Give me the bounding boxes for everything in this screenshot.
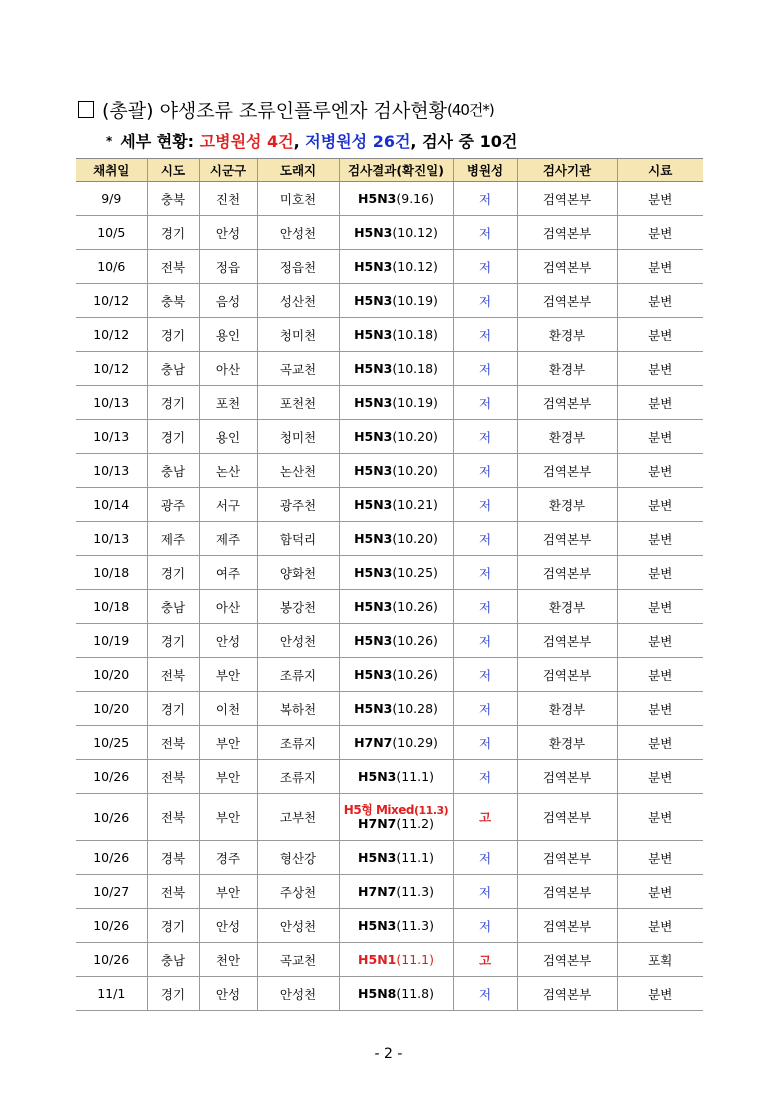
header-sample: 시료 [617,159,703,182]
cell-sample: 분변 [617,726,703,760]
cell-date: 10/14 [76,488,147,522]
cell-pathogenicity: 저 [453,216,517,250]
cell-pathogenicity: 고 [453,794,517,841]
cell-date: 10/18 [76,590,147,624]
cell-sample: 분변 [617,250,703,284]
cell-sample: 분변 [617,624,703,658]
table-row [76,522,703,556]
cell-pathogenicity: 저 [453,909,517,943]
cell-lab: 검역본부 [517,760,617,794]
cell-result [339,841,453,875]
cell-sample: 분변 [617,182,703,216]
cell-site: 양화천 [257,556,339,590]
confirm-date: (10.18) [392,361,438,376]
confirm-date: (10.19) [392,395,438,410]
cell-sample: 분변 [617,386,703,420]
cell-site: 청미천 [257,318,339,352]
confirm-date: (10.26) [392,599,438,614]
cell-date: 10/6 [76,250,147,284]
confirm-date: (9.16) [396,191,434,206]
cell-lab: 검역본부 [517,977,617,1011]
cell-date: 9/9 [76,182,147,216]
cell-sample: 분변 [617,760,703,794]
cell-result [339,216,453,250]
cell-date: 10/20 [76,692,147,726]
cell-result [339,875,453,909]
cell-date: 10/13 [76,522,147,556]
strain: H5N3 [354,361,393,376]
cell-site: 안성천 [257,624,339,658]
cell-province: 경기 [147,624,199,658]
cell-district: 정읍 [199,250,257,284]
confirm-date: (11.1) [396,769,434,784]
cell-result [339,522,453,556]
cell-pathogenicity: 저 [453,386,517,420]
cell-site: 곡교천 [257,352,339,386]
table-row [76,386,703,420]
cell-lab: 검역본부 [517,386,617,420]
cell-pathogenicity: 저 [453,488,517,522]
cell-lab: 환경부 [517,352,617,386]
confirm-date: (10.26) [392,633,438,648]
cell-lab: 검역본부 [517,909,617,943]
low-pathogenic-count: 저병원성 26건 [305,132,411,151]
table-row [76,284,703,318]
cell-pathogenicity: 저 [453,841,517,875]
strain: H7N7 [354,735,393,750]
cell-site: 논산천 [257,454,339,488]
cell-pathogenicity: 저 [453,760,517,794]
cell-lab: 검역본부 [517,284,617,318]
cell-sample: 분변 [617,875,703,909]
confirm-date-second: (11.2) [396,815,434,831]
confirm-date: (10.29) [392,735,438,750]
cell-pathogenicity: 저 [453,454,517,488]
cell-result [339,726,453,760]
strain: H5N3 [354,429,393,444]
asterisk-bullet: * [106,134,113,148]
table-row [76,318,703,352]
confirm-date: (10.26) [392,667,438,682]
cell-sample: 분변 [617,318,703,352]
confirm-date: (11.3) [396,884,434,899]
cell-sample: 분변 [617,658,703,692]
cell-lab: 검역본부 [517,624,617,658]
table-row [76,216,703,250]
cell-date: 10/13 [76,454,147,488]
cell-site: 함덕리 [257,522,339,556]
cell-result [339,943,453,977]
table-row [76,556,703,590]
cell-lab: 환경부 [517,318,617,352]
cell-site: 주상천 [257,875,339,909]
cell-date: 10/26 [76,841,147,875]
strain: H5N3 [354,463,393,478]
cell-district: 부안 [199,794,257,841]
cell-sample: 분변 [617,692,703,726]
high-pathogenic-count: 고병원성 4건 [199,132,294,151]
cell-lab: 환경부 [517,590,617,624]
table-row [76,909,703,943]
confirm-date: (10.25) [392,565,438,580]
cell-result [339,909,453,943]
cell-province: 경기 [147,386,199,420]
cell-lab: 검역본부 [517,841,617,875]
cell-province: 전북 [147,726,199,760]
strain: H5N3 [358,769,397,784]
cell-result [339,556,453,590]
detail-status-prefix: 세부 현황: [120,132,200,151]
cell-result [339,284,453,318]
section-title [78,96,494,123]
cell-sample: 분변 [617,841,703,875]
strain: H5N3 [354,599,393,614]
pending-count: 검사 중 10건 [422,132,518,151]
confirm-date: (11.3) [413,803,449,817]
cell-pathogenicity: 저 [453,692,517,726]
cell-site: 안성천 [257,216,339,250]
cell-result [339,977,453,1011]
cell-province: 충북 [147,284,199,318]
cell-sample: 포획 [617,943,703,977]
table-header-row [76,159,703,182]
strain: H7N7 [358,884,397,899]
table-body [76,182,703,1011]
cell-site: 안성천 [257,977,339,1011]
cell-district: 안성 [199,909,257,943]
cell-date: 10/12 [76,318,147,352]
separator-1: , [293,132,306,151]
confirm-date: (10.21) [392,497,438,512]
confirm-date: (10.28) [392,701,438,716]
strain: H5N3 [358,918,397,933]
cell-district: 안성 [199,216,257,250]
cell-pathogenicity: 저 [453,658,517,692]
cell-district: 용인 [199,420,257,454]
cell-date: 10/19 [76,624,147,658]
cell-district: 경주 [199,841,257,875]
strain: H5N3 [354,259,393,274]
strain: H5N3 [354,395,393,410]
cell-district: 부안 [199,658,257,692]
cell-lab: 환경부 [517,692,617,726]
cell-site: 안성천 [257,909,339,943]
cell-sample: 분변 [617,909,703,943]
cell-district: 아산 [199,352,257,386]
cell-site: 조류지 [257,760,339,794]
header-site: 도래지 [257,159,339,182]
checkbox-square-icon [78,101,94,118]
strain: H5N3 [354,667,393,682]
cell-pathogenicity: 저 [453,250,517,284]
cell-result [339,624,453,658]
cell-district: 여주 [199,556,257,590]
cell-district: 서구 [199,488,257,522]
cell-province: 경기 [147,909,199,943]
cell-province: 제주 [147,522,199,556]
confirm-date: (10.12) [392,225,438,240]
strain: H5N3 [354,565,393,580]
strain-second: H7N7 [358,815,397,831]
cell-result [339,488,453,522]
cell-district: 제주 [199,522,257,556]
cell-lab: 검역본부 [517,182,617,216]
header-province: 시도 [147,159,199,182]
cell-district: 천안 [199,943,257,977]
section-title-text: (총괄) 야생조류 조류인플루엔자 검사현황 [102,100,447,122]
cell-lab: 검역본부 [517,216,617,250]
cell-date: 10/12 [76,352,147,386]
cell-date: 10/26 [76,909,147,943]
cell-site: 형산강 [257,841,339,875]
strain-mixed: H5형 Mixed [343,802,414,817]
table-row [76,977,703,1011]
cell-result [339,794,453,841]
detail-status [106,129,517,152]
cell-district: 안성 [199,977,257,1011]
cell-result [339,658,453,692]
cell-date: 10/26 [76,794,147,841]
cell-date: 10/5 [76,216,147,250]
cell-pathogenicity: 저 [453,352,517,386]
table-row [76,420,703,454]
cell-province: 경기 [147,318,199,352]
cell-pathogenicity: 저 [453,977,517,1011]
header-lab: 검사기관 [517,159,617,182]
cell-lab: 검역본부 [517,875,617,909]
cell-result [339,590,453,624]
cell-sample: 분변 [617,284,703,318]
cell-district: 진천 [199,182,257,216]
cell-lab: 환경부 [517,488,617,522]
cell-lab: 검역본부 [517,658,617,692]
confirm-date: (11.8) [396,986,434,1001]
cell-sample: 분변 [617,556,703,590]
cell-province: 경기 [147,556,199,590]
table-row [76,794,703,841]
strain: H5N3 [354,327,393,342]
cell-pathogenicity: 저 [453,624,517,658]
cell-result [339,454,453,488]
strain: H5N3 [354,701,393,716]
strain: H5N3 [354,531,393,546]
table-row [76,624,703,658]
strain: H5N3 [354,293,393,308]
cell-pathogenicity: 고 [453,943,517,977]
confirm-date: (10.20) [392,463,438,478]
section-title-count: (40건*) [446,101,494,119]
cell-date: 10/12 [76,284,147,318]
cell-district: 부안 [199,760,257,794]
strain: H5N3 [358,191,397,206]
confirm-date: (11.1) [396,952,434,967]
header-district: 시군구 [199,159,257,182]
strain: H5N3 [358,850,397,865]
strain: H5N8 [358,986,397,1001]
table-row [76,658,703,692]
table-row [76,692,703,726]
cell-site: 복하천 [257,692,339,726]
confirm-date: (10.19) [392,293,438,308]
cell-result [339,250,453,284]
cell-site: 청미천 [257,420,339,454]
table-row [76,760,703,794]
header-result: 검사결과(확진일) [339,159,453,182]
confirm-date: (10.20) [392,429,438,444]
cell-lab: 검역본부 [517,250,617,284]
cell-province: 경기 [147,216,199,250]
cell-result [339,420,453,454]
cell-province: 충남 [147,590,199,624]
cell-date: 10/13 [76,386,147,420]
table-row [76,875,703,909]
cell-lab: 환경부 [517,726,617,760]
cell-result [339,318,453,352]
cell-province: 경기 [147,692,199,726]
table-row [76,841,703,875]
cell-site: 조류지 [257,658,339,692]
table-row [76,182,703,216]
cell-pathogenicity: 저 [453,590,517,624]
cell-sample: 분변 [617,488,703,522]
cell-district: 부안 [199,875,257,909]
cell-date: 10/18 [76,556,147,590]
cell-lab: 검역본부 [517,454,617,488]
cell-pathogenicity: 저 [453,875,517,909]
cell-pathogenicity: 저 [453,284,517,318]
cell-site: 고부천 [257,794,339,841]
cell-date: 10/25 [76,726,147,760]
cell-site: 포천천 [257,386,339,420]
cell-sample: 분변 [617,794,703,841]
cell-date: 10/20 [76,658,147,692]
cell-date: 11/1 [76,977,147,1011]
cell-district: 음성 [199,284,257,318]
cell-sample: 분변 [617,590,703,624]
header-date: 채취일 [76,159,147,182]
cell-pathogenicity: 저 [453,182,517,216]
result-line-second [340,817,453,831]
confirm-date: (10.12) [392,259,438,274]
confirm-date: (10.18) [392,327,438,342]
strain: H5N3 [354,225,393,240]
cell-province: 충남 [147,454,199,488]
strain: H5N1 [358,952,397,967]
cell-pathogenicity: 저 [453,726,517,760]
cell-province: 충북 [147,182,199,216]
cell-sample: 분변 [617,352,703,386]
cell-lab: 검역본부 [517,794,617,841]
table-row [76,726,703,760]
table-row [76,250,703,284]
confirm-date: (11.1) [396,850,434,865]
cell-province: 경기 [147,420,199,454]
cell-district: 이천 [199,692,257,726]
table-row [76,454,703,488]
cell-province: 경북 [147,841,199,875]
cell-province: 충남 [147,352,199,386]
cell-lab: 검역본부 [517,556,617,590]
cell-lab: 검역본부 [517,522,617,556]
cell-site: 미호천 [257,182,339,216]
cell-pathogenicity: 저 [453,318,517,352]
cell-province: 전북 [147,760,199,794]
cell-lab: 환경부 [517,420,617,454]
cell-sample: 분변 [617,216,703,250]
confirm-date: (10.20) [392,531,438,546]
cell-site: 성산천 [257,284,339,318]
cell-province: 전북 [147,794,199,841]
cell-site: 곡교천 [257,943,339,977]
separator-2: , [410,132,423,151]
cell-result [339,760,453,794]
table-row [76,352,703,386]
cell-sample: 분변 [617,522,703,556]
page-number: - 2 - [374,1046,403,1062]
cell-district: 아산 [199,590,257,624]
cell-sample: 분변 [617,977,703,1011]
cell-district: 부안 [199,726,257,760]
cell-district: 안성 [199,624,257,658]
cell-pathogenicity: 저 [453,420,517,454]
cell-province: 전북 [147,875,199,909]
cell-pathogenicity: 저 [453,556,517,590]
cell-result [339,182,453,216]
cell-date: 10/13 [76,420,147,454]
cell-district: 포천 [199,386,257,420]
cell-site: 정읍천 [257,250,339,284]
confirm-date: (11.3) [396,918,434,933]
cell-province: 경기 [147,977,199,1011]
cell-date: 10/26 [76,760,147,794]
inspection-table [76,158,703,1011]
table-row [76,488,703,522]
cell-district: 용인 [199,318,257,352]
cell-province: 광주 [147,488,199,522]
strain: H5N3 [354,497,393,512]
table-row [76,590,703,624]
cell-result [339,352,453,386]
cell-province: 전북 [147,250,199,284]
cell-date: 10/27 [76,875,147,909]
cell-site: 조류지 [257,726,339,760]
cell-result [339,386,453,420]
cell-sample: 분변 [617,454,703,488]
cell-province: 전북 [147,658,199,692]
strain: H5N3 [354,633,393,648]
cell-sample: 분변 [617,420,703,454]
cell-date: 10/26 [76,943,147,977]
header-pathogenicity: 병원성 [453,159,517,182]
cell-district: 논산 [199,454,257,488]
cell-site: 봉강천 [257,590,339,624]
table-row [76,943,703,977]
cell-result [339,692,453,726]
cell-lab: 검역본부 [517,943,617,977]
cell-pathogenicity: 저 [453,522,517,556]
cell-province: 충남 [147,943,199,977]
cell-site: 광주천 [257,488,339,522]
